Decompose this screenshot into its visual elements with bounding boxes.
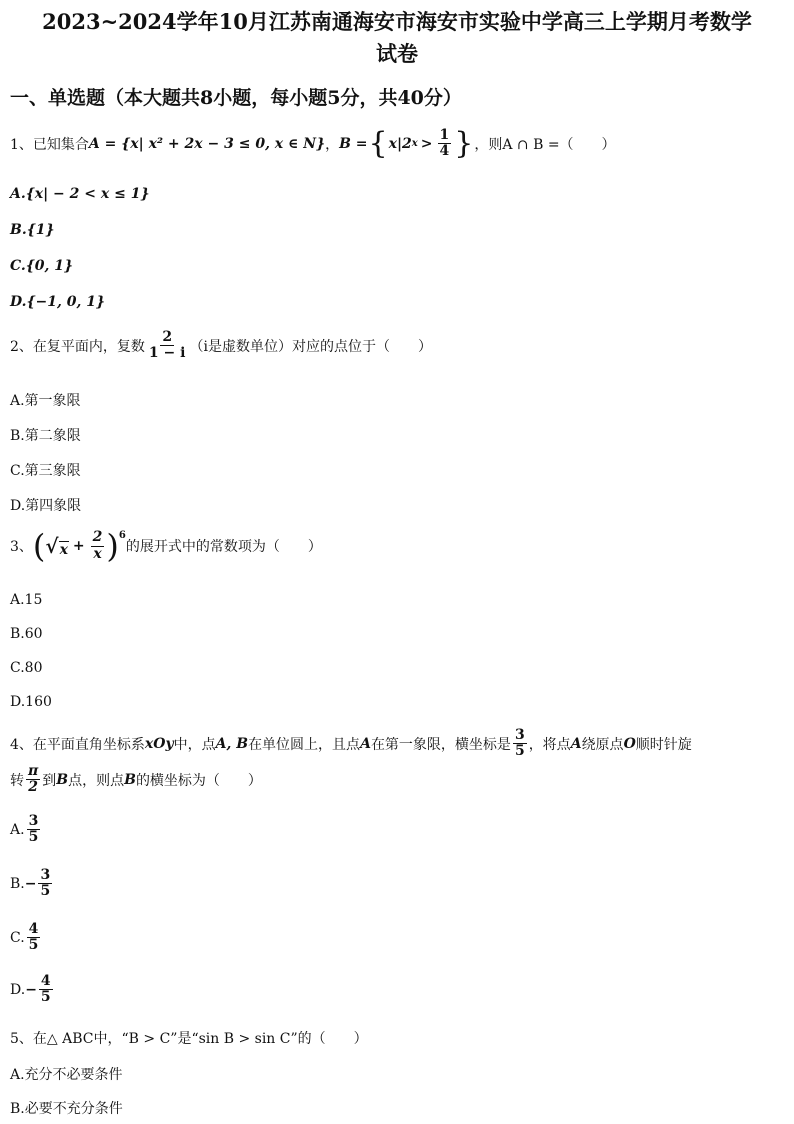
q3-frac-den: x (93, 545, 102, 562)
q1-set-b-label: B = (339, 135, 368, 152)
q3-left-paren: ( (32, 527, 46, 565)
q4-text-10: 点，则点 (68, 772, 125, 789)
q1-tail: ，则A ∩ B =（ ） (474, 136, 616, 153)
q1-option-d[interactable]: D.{−1, 0, 1} (10, 294, 105, 310)
question-4-line1 (10, 728, 692, 760)
q4-text-9: 到 (42, 772, 57, 789)
q4-point-a: A (360, 735, 371, 752)
q3-prefix: 3、 (10, 539, 33, 555)
q1-frac-den: 4 (439, 143, 450, 160)
question-5: 5、在△ ABC中，“B > C”是“sin B > sin C”的（ ） (10, 1031, 368, 1047)
q3-option-c[interactable]: C.80 (10, 660, 43, 676)
exam-title-line2: 试卷 (376, 41, 418, 66)
q3-option-d[interactable]: D.160 (10, 694, 52, 710)
q4-opt-b-den: 5 (40, 883, 51, 900)
section-heading: 一、单选题（本大题共8小题，每小题5分，共40分） (10, 87, 462, 109)
q4-frac2-den: 2 (28, 779, 38, 796)
q4-text-2: 中，点 (173, 736, 216, 753)
q4-coord-system: xOy (144, 735, 174, 752)
q4-opt-c-label: C. (10, 929, 25, 946)
q5-option-b[interactable]: B.必要不充分条件 (10, 1101, 123, 1117)
q1-gt: > (420, 135, 433, 152)
q4-text-7: 顺时针旋 (635, 736, 692, 753)
q1-set-b-cond: x|2 (388, 135, 412, 152)
q4-text-4: 在第一象限，横坐标是 (370, 736, 511, 753)
q4-frac2-num: π (28, 763, 39, 779)
q3-plus: + (72, 538, 85, 554)
q1-option-c[interactable]: C.{0, 1} (10, 258, 74, 274)
q3-right-paren: ) (106, 527, 119, 565)
q4-option-c[interactable] (10, 922, 42, 954)
q1-option-b[interactable]: B.{1} (10, 222, 55, 238)
q3-sqrt (45, 534, 69, 558)
question-1: 1、已知集合 A = {x| x² + 2x − 3 ≤ 0, x ∈ N} ， B = { x|2 x > $\frac{1}{4}$ } ，则A ∩ B =（ ） (10, 125, 616, 161)
q3-power: 6 (118, 530, 126, 541)
q5-option-a[interactable]: A.充分不必要条件 (10, 1067, 123, 1083)
q3-sqrt-inner: x (59, 542, 68, 558)
q2-prefix: 2、在复平面内，复数 (10, 338, 145, 355)
q3-tail: 的展开式中的常数项为（ ） (125, 539, 322, 555)
q4-opt-a-den: 5 (28, 829, 39, 846)
q4-opt-c-num: 4 (28, 921, 39, 937)
q4-option-b[interactable] (10, 868, 54, 900)
q4-opt-c-frac (27, 922, 41, 954)
q1-set-a: A = {x| x² + 2x − 3 ≤ 0, x ∈ N} (88, 135, 326, 152)
q4-opt-b-num: 3 (40, 867, 51, 883)
q1-frac-num: 1 (439, 127, 450, 143)
question-4-line2 (10, 764, 262, 796)
q1-left-brace: { (368, 125, 388, 161)
q4-point-a-2: A (570, 735, 582, 752)
q4-opt-b-label: B. (10, 875, 25, 892)
q4-point-o: O (623, 735, 636, 752)
q4-point-b-2: B (124, 771, 136, 788)
q4-text-3: 在单位圆上，且点 (248, 736, 361, 753)
q4-opt-d-frac (39, 974, 53, 1006)
q4-fraction-2 (26, 764, 40, 796)
exam-title-line1: 2023~2024学年10月江苏南通海安市海安市实验中学高三上学期月考数学 (42, 9, 752, 34)
q3-frac-num: 2 (92, 529, 103, 546)
q4-points: A, B (215, 735, 249, 752)
q1-exp: x (411, 138, 418, 150)
q4-opt-a-num: 3 (28, 813, 39, 829)
q4-text-6: 绕原点 (581, 736, 624, 753)
q2-option-a[interactable]: A.第一象限 (10, 393, 81, 409)
question-2 (10, 330, 432, 362)
q4-opt-a-label: A. (10, 821, 25, 838)
q4-opt-d-num: 4 (40, 973, 51, 989)
q4-point-b: B (56, 771, 69, 788)
q4-fraction-1 (513, 728, 527, 760)
radical-icon: √ (45, 534, 59, 558)
q1-fraction (438, 128, 452, 160)
q1-option-a[interactable]: A.{x| − 2 < x ≤ 1} (10, 186, 150, 202)
q2-frac-num: 2 (162, 329, 173, 345)
q3-option-b[interactable]: B.60 (10, 626, 43, 642)
question-3 (10, 527, 322, 565)
q1-prefix: 1、已知集合 (10, 136, 89, 153)
q2-option-c[interactable]: C.第三象限 (10, 463, 81, 479)
q4-text-5: ，将点 (528, 736, 571, 753)
q1-right-brace: } (454, 125, 474, 161)
q2-tail: （i是虚数单位）对应的点位于（ ） (189, 338, 432, 355)
q4-opt-d-label: D. (10, 981, 26, 998)
q4-opt-d-sign: − (25, 981, 37, 998)
q4-opt-a-frac (27, 814, 41, 846)
q2-option-b[interactable]: B.第二象限 (10, 428, 81, 444)
q3-fraction (91, 530, 105, 562)
q4-text-8: 转 (10, 772, 24, 789)
q4-frac1-den: 5 (514, 743, 525, 760)
q4-opt-d-den: 5 (40, 989, 51, 1006)
q4-frac1-num: 3 (514, 727, 525, 743)
q2-frac-den: 1 − i (148, 345, 186, 362)
q3-option-a[interactable]: A.15 (10, 592, 43, 608)
q4-option-d[interactable] (10, 974, 55, 1006)
q4-opt-b-frac (38, 868, 52, 900)
q2-option-d[interactable]: D.第四象限 (10, 498, 82, 514)
q4-text-11: 的横坐标为（ ） (135, 772, 262, 789)
q4-option-a[interactable] (10, 814, 42, 846)
q4-opt-c-den: 5 (28, 937, 39, 954)
q2-fraction (147, 330, 188, 362)
q4-opt-b-sign: − (24, 875, 37, 892)
q4-text-1: 4、在平面直角坐标系 (10, 736, 145, 753)
exam-title (10, 6, 784, 70)
